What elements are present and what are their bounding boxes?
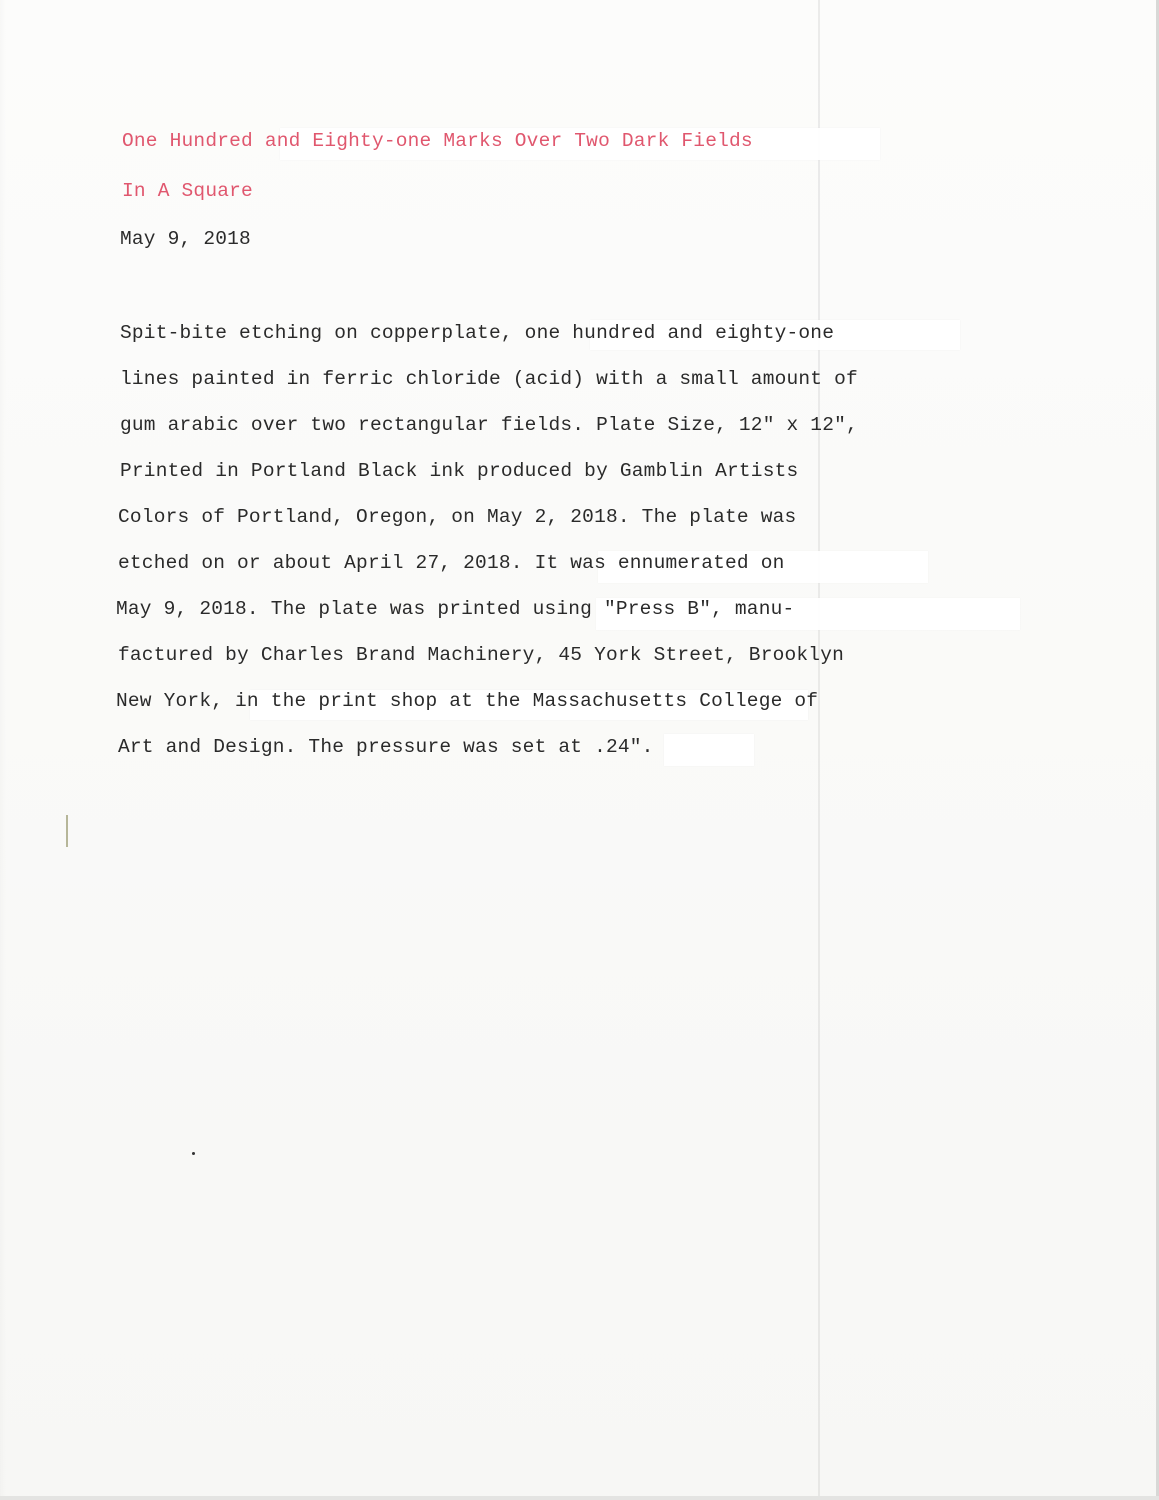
correction-tape — [664, 734, 754, 766]
body-line: Colors of Portland, Oregon, on May 2, 2018. The plate was — [118, 506, 797, 528]
body-line: lines painted in ferric chloride (acid) with a small amount of — [120, 368, 858, 390]
page-edge-bottom — [0, 1496, 1159, 1500]
document-title: One Hundred and Eighty-one Marks Over Two Dark Fields — [122, 130, 753, 152]
body-line: May 9, 2018. The plate was printed using "Press B", manu- — [116, 598, 795, 620]
body-line: etched on or about April 27, 2018. It was ennumerated on — [118, 552, 785, 574]
body-line: Art and Design. The pressure was set at .24". — [118, 736, 654, 758]
body-line: gum arabic over two rectangular fields. Plate Size, 12" x 12", — [120, 414, 858, 436]
fold-line — [818, 0, 820, 1500]
body-line: factured by Charles Brand Machinery, 45 York Street, Brooklyn — [118, 644, 845, 666]
body-line: Spit-bite etching on copperplate, one hundred and eighty-one — [120, 322, 835, 344]
document-subtitle: In A Square — [122, 180, 253, 202]
document-date: May 9, 2018 — [120, 228, 251, 250]
ink-speck — [192, 1152, 195, 1155]
margin-mark — [66, 815, 68, 847]
body-line: New York, in the print shop at the Massachusetts College of — [116, 690, 819, 712]
body-line: Printed in Portland Black ink produced by Gamblin Artists — [120, 460, 799, 482]
